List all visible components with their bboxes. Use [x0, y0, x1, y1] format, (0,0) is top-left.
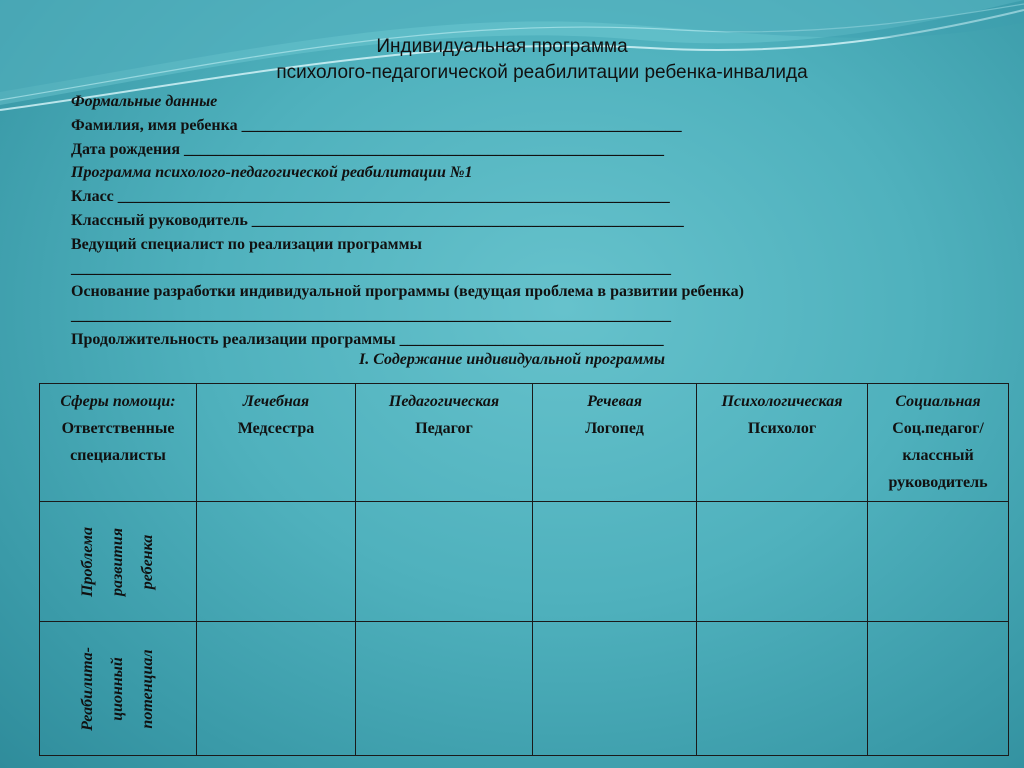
row-header-text [73, 647, 163, 731]
column-header-pedagogical [356, 384, 533, 502]
section-title: I. Содержание индивидуальной программы [359, 351, 665, 368]
program-table [39, 383, 1009, 756]
sphere-label: Лечебная [242, 393, 310, 410]
row-header-line-1: Реабилита- [79, 646, 96, 731]
corner-line-2: Ответственные [61, 420, 175, 437]
column-header-psychological [697, 384, 868, 502]
duration-field: Продолжительность реализации программы _________________________________ [71, 330, 664, 348]
table-row [40, 622, 1009, 756]
table-cell[interactable] [356, 622, 533, 756]
corner-header-cell [40, 384, 197, 502]
table-cell[interactable] [533, 622, 697, 756]
row-header-text [73, 527, 163, 597]
column-header-medical [197, 384, 356, 502]
title-line-1: Индивидуальная программа [376, 36, 628, 57]
lead-specialist-blank: ___________________________________________________________________________ [71, 259, 671, 277]
sphere-label: Социальная [895, 393, 981, 410]
row-header-line-2: ционный [109, 656, 126, 721]
program-number-heading: Программа психолого-педагогической реабилитации №1 [71, 164, 473, 182]
table-header-row [40, 384, 1009, 502]
table-row [40, 502, 1009, 622]
row-header-line-1: Проблема [79, 526, 96, 597]
row-header-line-3: ребенка [139, 534, 156, 589]
formal-data-heading: Формальные данные [71, 93, 218, 110]
specialist-label: Логопед [585, 420, 644, 437]
sphere-label: Речевая [587, 393, 642, 410]
table-cell[interactable] [868, 502, 1009, 622]
specialist-label: Соц.педагог/ классный руководитель [888, 420, 988, 491]
class-field: Класс _____________________________________________________________________ [71, 188, 670, 206]
specialist-label: Психолог [747, 420, 817, 437]
column-header-social [868, 384, 1009, 502]
table-cell[interactable] [697, 502, 868, 622]
birth-date-field: Дата рождения ____________________________________________________________ [71, 140, 665, 158]
basis-blank: ___________________________________________________________________________ [71, 307, 671, 325]
child-name-field: Фамилия, имя ребенка _______________________________________________________ [71, 116, 682, 134]
row-header-line-3: потенциал [139, 648, 156, 729]
corner-line-1: Сферы помощи: [60, 393, 176, 410]
column-header-speech [533, 384, 697, 502]
row-header-potential [40, 622, 197, 756]
basis-label: Основание разработки индивидуальной программы (ведущая проблема в развитии ребенка) [71, 283, 744, 301]
corner-line-3: специалисты [70, 447, 166, 464]
row-header-line-2: развития [109, 527, 126, 596]
table-cell[interactable] [197, 622, 356, 756]
class-teacher-field: Классный руководитель ______________________________________________________ [71, 211, 684, 229]
specialist-label: Медсестра [237, 420, 315, 437]
table-cell[interactable] [197, 502, 356, 622]
table-cell[interactable] [356, 502, 533, 622]
table-cell[interactable] [697, 622, 868, 756]
sphere-label: Психологическая [721, 393, 843, 410]
table-cell[interactable] [868, 622, 1009, 756]
title-line-2: психолого-педагогической реабилитации ребенка-инвалида [276, 62, 808, 83]
row-header-problem [40, 502, 197, 622]
specialist-label: Педагог [415, 420, 473, 437]
formal-data-section [71, 90, 971, 352]
lead-specialist-label: Ведущий специалист по реализации программы [71, 235, 422, 253]
table-cell[interactable] [533, 502, 697, 622]
sphere-label: Педагогическая [388, 393, 500, 410]
